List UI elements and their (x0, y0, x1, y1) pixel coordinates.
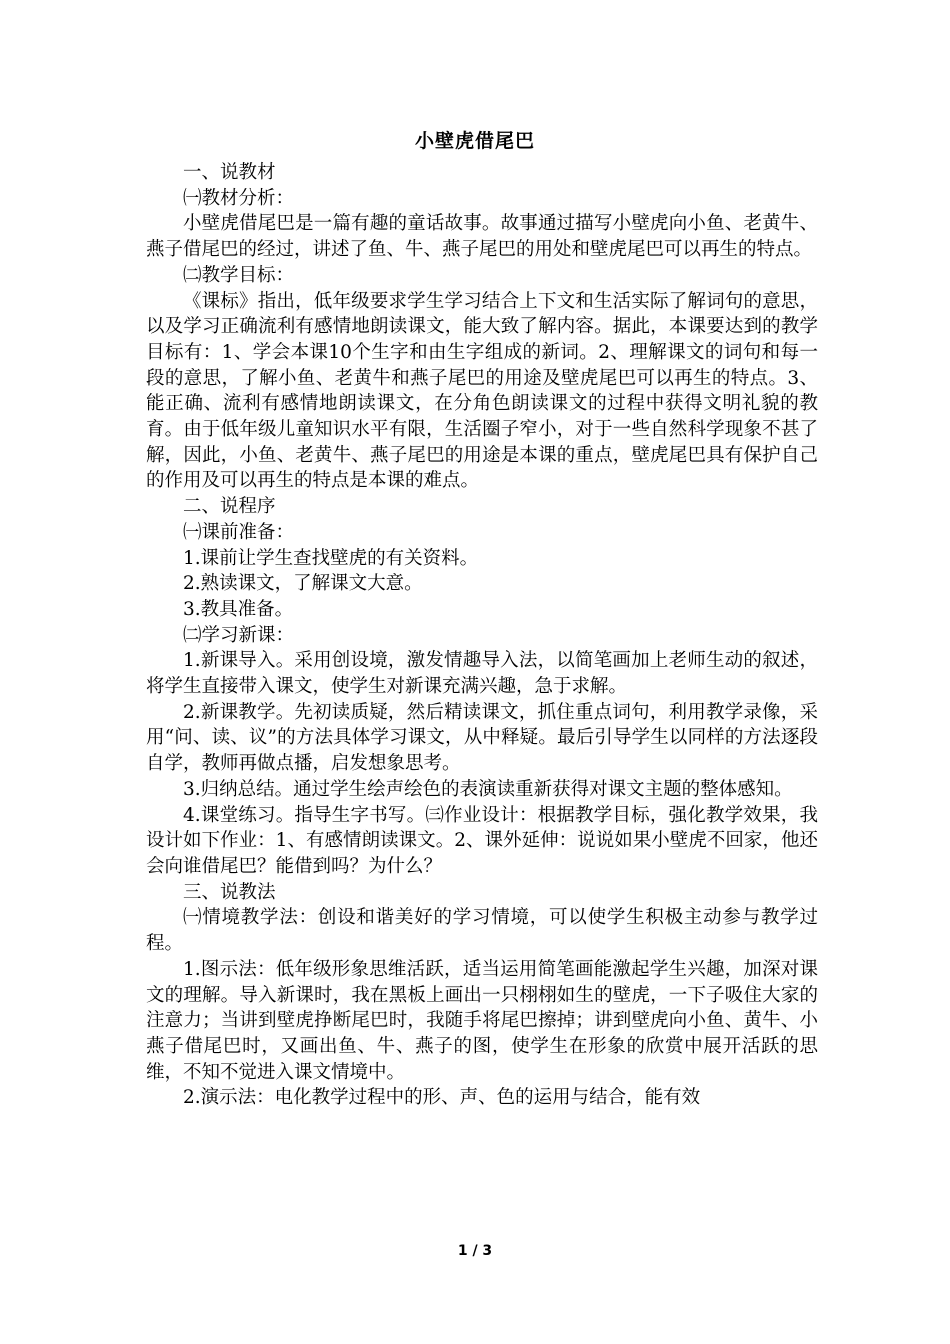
section-heading: 三、说教法 (183, 881, 276, 903)
document-body (146, 160, 818, 1111)
subsection-heading: ㈡学习新课： (183, 624, 295, 646)
section-heading: 二、说程序 (183, 496, 276, 518)
list-item: 2.熟读课文，了解课文大意。 (183, 573, 423, 595)
paragraph: 4.课堂练习。指导生字书写。㈢作业设计：根据教学目标，强化教学效果，我设计如下作业：1、有感情朗读课文。2、课外延伸：说说如果小壁虎不回家，他还会向谁借尾巴？能借到吗？为什么？ (146, 804, 818, 877)
subsection-heading: ㈠教材分析： (183, 187, 295, 209)
list-item: 1.课前让学生查找壁虎的有关资料。 (183, 547, 479, 569)
paragraph: 1.图示法：低年级形象思维活跃，适当运用简笔画能激起学生兴趣，加深对课文的理解。导入新课时，我在黑板上画出一只栩栩如生的壁虎，一下子吸住大家的注意力；当讲到壁虎挣断尾巴时，我随手将尾巴擦掉；讲到壁虎向小鱼、黄牛、小燕子借尾巴时，又画出鱼、牛、燕子的图，使学生在形象的欣赏中展开活跃的思维，不知不觉进入课文情境中。 (146, 958, 818, 1083)
subsection-heading: ㈠课前准备： (183, 521, 295, 543)
paragraph: 3.归纳总结。通过学生绘声绘色的表演读重新获得对课文主题的整体感知。 (183, 778, 793, 800)
paragraph: ㈠情境教学法：创设和谐美好的学习情境，可以使学生积极主动参与教学过程。 (146, 907, 818, 955)
section-heading: 一、说教材 (183, 162, 276, 183)
paragraph: 2.演示法：电化教学过程中的形、声、色的运用与结合，能有效 (183, 1087, 701, 1109)
subsection-heading: ㈡教学目标： (183, 264, 295, 286)
paragraph: 《课标》指出，低年级要求学生学习结合上下文和生活实际了解词句的意思，以及学习正确流利有感情地朗读课文，能大致了解内容。据此，本课要达到的教学目标有：1、学会本课10个生字和由生字组成的新词。2、理解课文的词句和每一段的意思，了解小鱼、老黄牛和燕子尾巴的用途及壁虎尾巴可以再生的特点。3、能正确、流利有感情地朗读课文，在分角色朗读课文的过程中获得文明礼貌的教育。由于低年级儿童知识水平有限，生活圈子窄小，对于一些自然科学现象不甚了解，因此，小鱼、老黄牛、燕子尾巴的用途是本课的重点，壁虎尾巴具有保护自己的作用及可以再生的特点是本课的难点。 (146, 290, 818, 492)
page-number: 1 / 3 (457, 1243, 493, 1259)
paragraph: 2.新课教学。先初读质疑，然后精读课文，抓住重点词句，利用教学录像，采用“问、读、议”的方法具体学习课文，从中释疑。最后引导学生以同样的方法逐段自学，教师再做点播，启发想象思考。 (146, 701, 818, 775)
document-title: 小壁虎借尾巴 (414, 130, 535, 152)
paragraph: 小壁虎借尾巴是一篇有趣的童话故事。故事通过描写小壁虎向小鱼、老黄牛、燕子借尾巴的经过，讲述了鱼、牛、燕子尾巴的用处和壁虎尾巴可以再生的特点。 (146, 213, 818, 261)
paragraph: 1.新课导入。采用创设境，激发情趣导入法，以简笔画加上老师生动的叙述，将学生直接带入课文，使学生对新课充满兴趣，急于求解。 (146, 650, 818, 698)
list-item: 3.教具准备。 (183, 598, 294, 620)
